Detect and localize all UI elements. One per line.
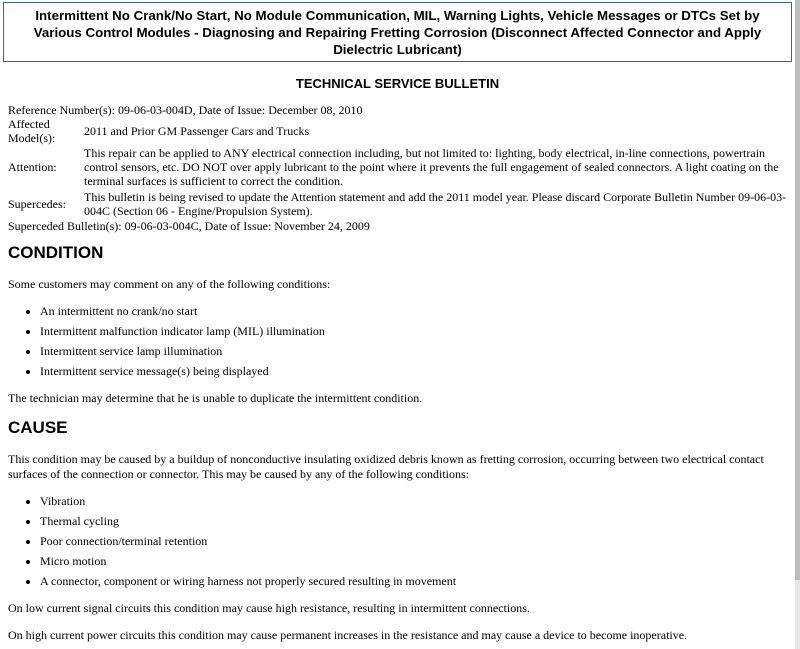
- supercedes-label: Supercedes:: [8, 197, 66, 211]
- reference-number: Reference Number(s): 09-06-03-004D, Date of Issue: December 08, 2010: [8, 103, 363, 117]
- cause-list: [0, 494, 795, 589]
- list-item: • Thermal cycling: [40, 514, 795, 529]
- list-item: • Poor connection/terminal retention: [40, 534, 795, 549]
- condition-intro: Some customers may comment on any of the following conditions:: [8, 277, 331, 291]
- scrollbar-thumb[interactable]: [795, 0, 800, 580]
- high-current-paragraph: On high current power circuits this condition may cause permanent increases in the resistance and may cause a device to become inoperative.: [8, 628, 688, 642]
- attention-value: This repair can be applied to ANY electrical connection including, but not limited to: lighting, body electrical, in-line connections, powertrain control sensors, etc. DO NOT over apply lubricant to the point where it prevents the full engagement of sealed connectors. A light coating on the terminal surfaces is sufficient to correct the condition.: [84, 146, 779, 188]
- vertical-scrollbar[interactable]: [795, 0, 800, 649]
- bulletin-meta: [0, 103, 795, 233]
- attention-label: Attention:: [8, 160, 57, 174]
- list-item: • Micro motion: [40, 554, 795, 569]
- list-item: • Vibration: [40, 494, 795, 509]
- bulletin-title: Intermittent No Crank/No Start, No Module Communication, MIL, Warning Lights, Vehicle Messages or DTCs Set by Various Control Modules - Diagnosing and Repairing Fretting Corrosion (Disconnect Affected Connector and Apply Dielectric Lubricant): [3, 2, 792, 62]
- affected-row: [8, 117, 795, 145]
- list-item: • Intermittent service lamp illumination: [40, 344, 795, 359]
- attention-row: [8, 145, 795, 189]
- cause-heading: CAUSE: [8, 418, 68, 437]
- supercedes-row: [8, 189, 795, 219]
- condition-outro: The technician may determine that he is unable to duplicate the intermittent condition.: [8, 391, 423, 405]
- low-current-paragraph: On low current signal circuits this condition may cause high resistance, resulting in intermittent connections.: [8, 601, 530, 615]
- affected-label: Affected Model(s):: [8, 117, 56, 145]
- list-item: • A connector, component or wiring harness not properly secured resulting in movement: [40, 574, 795, 589]
- list-item: • An intermittent no crank/no start: [40, 304, 795, 319]
- condition-list: [0, 304, 795, 379]
- list-item: • Intermittent service message(s) being displayed: [40, 364, 795, 379]
- list-item: • Intermittent malfunction indicator lamp (MIL) illumination: [40, 324, 795, 339]
- cause-intro: This condition may be caused by a buildup of nonconductive insulating oxidized debris known as fretting corrosion, occurring between two electrical contact surfaces of the connection or connector. This may be caused by any of the following conditions:: [8, 452, 764, 481]
- superceded-bulletin: Superceded Bulletin(s): 09-06-03-004C, Date of Issue: November 24, 2009: [8, 219, 370, 233]
- bulletin-type-heading: TECHNICAL SERVICE BULLETIN: [295, 76, 500, 91]
- condition-heading: CONDITION: [8, 243, 104, 262]
- affected-value: 2011 and Prior GM Passenger Cars and Trucks: [84, 124, 310, 138]
- supercedes-value: This bulletin is being revised to update the Attention statement and add the 2011 model year. Please discard Corporate Bulletin Number 09-06-03-004C (Section 06 - Engine/Propulsion System).: [84, 190, 787, 218]
- meta-table: [8, 117, 795, 219]
